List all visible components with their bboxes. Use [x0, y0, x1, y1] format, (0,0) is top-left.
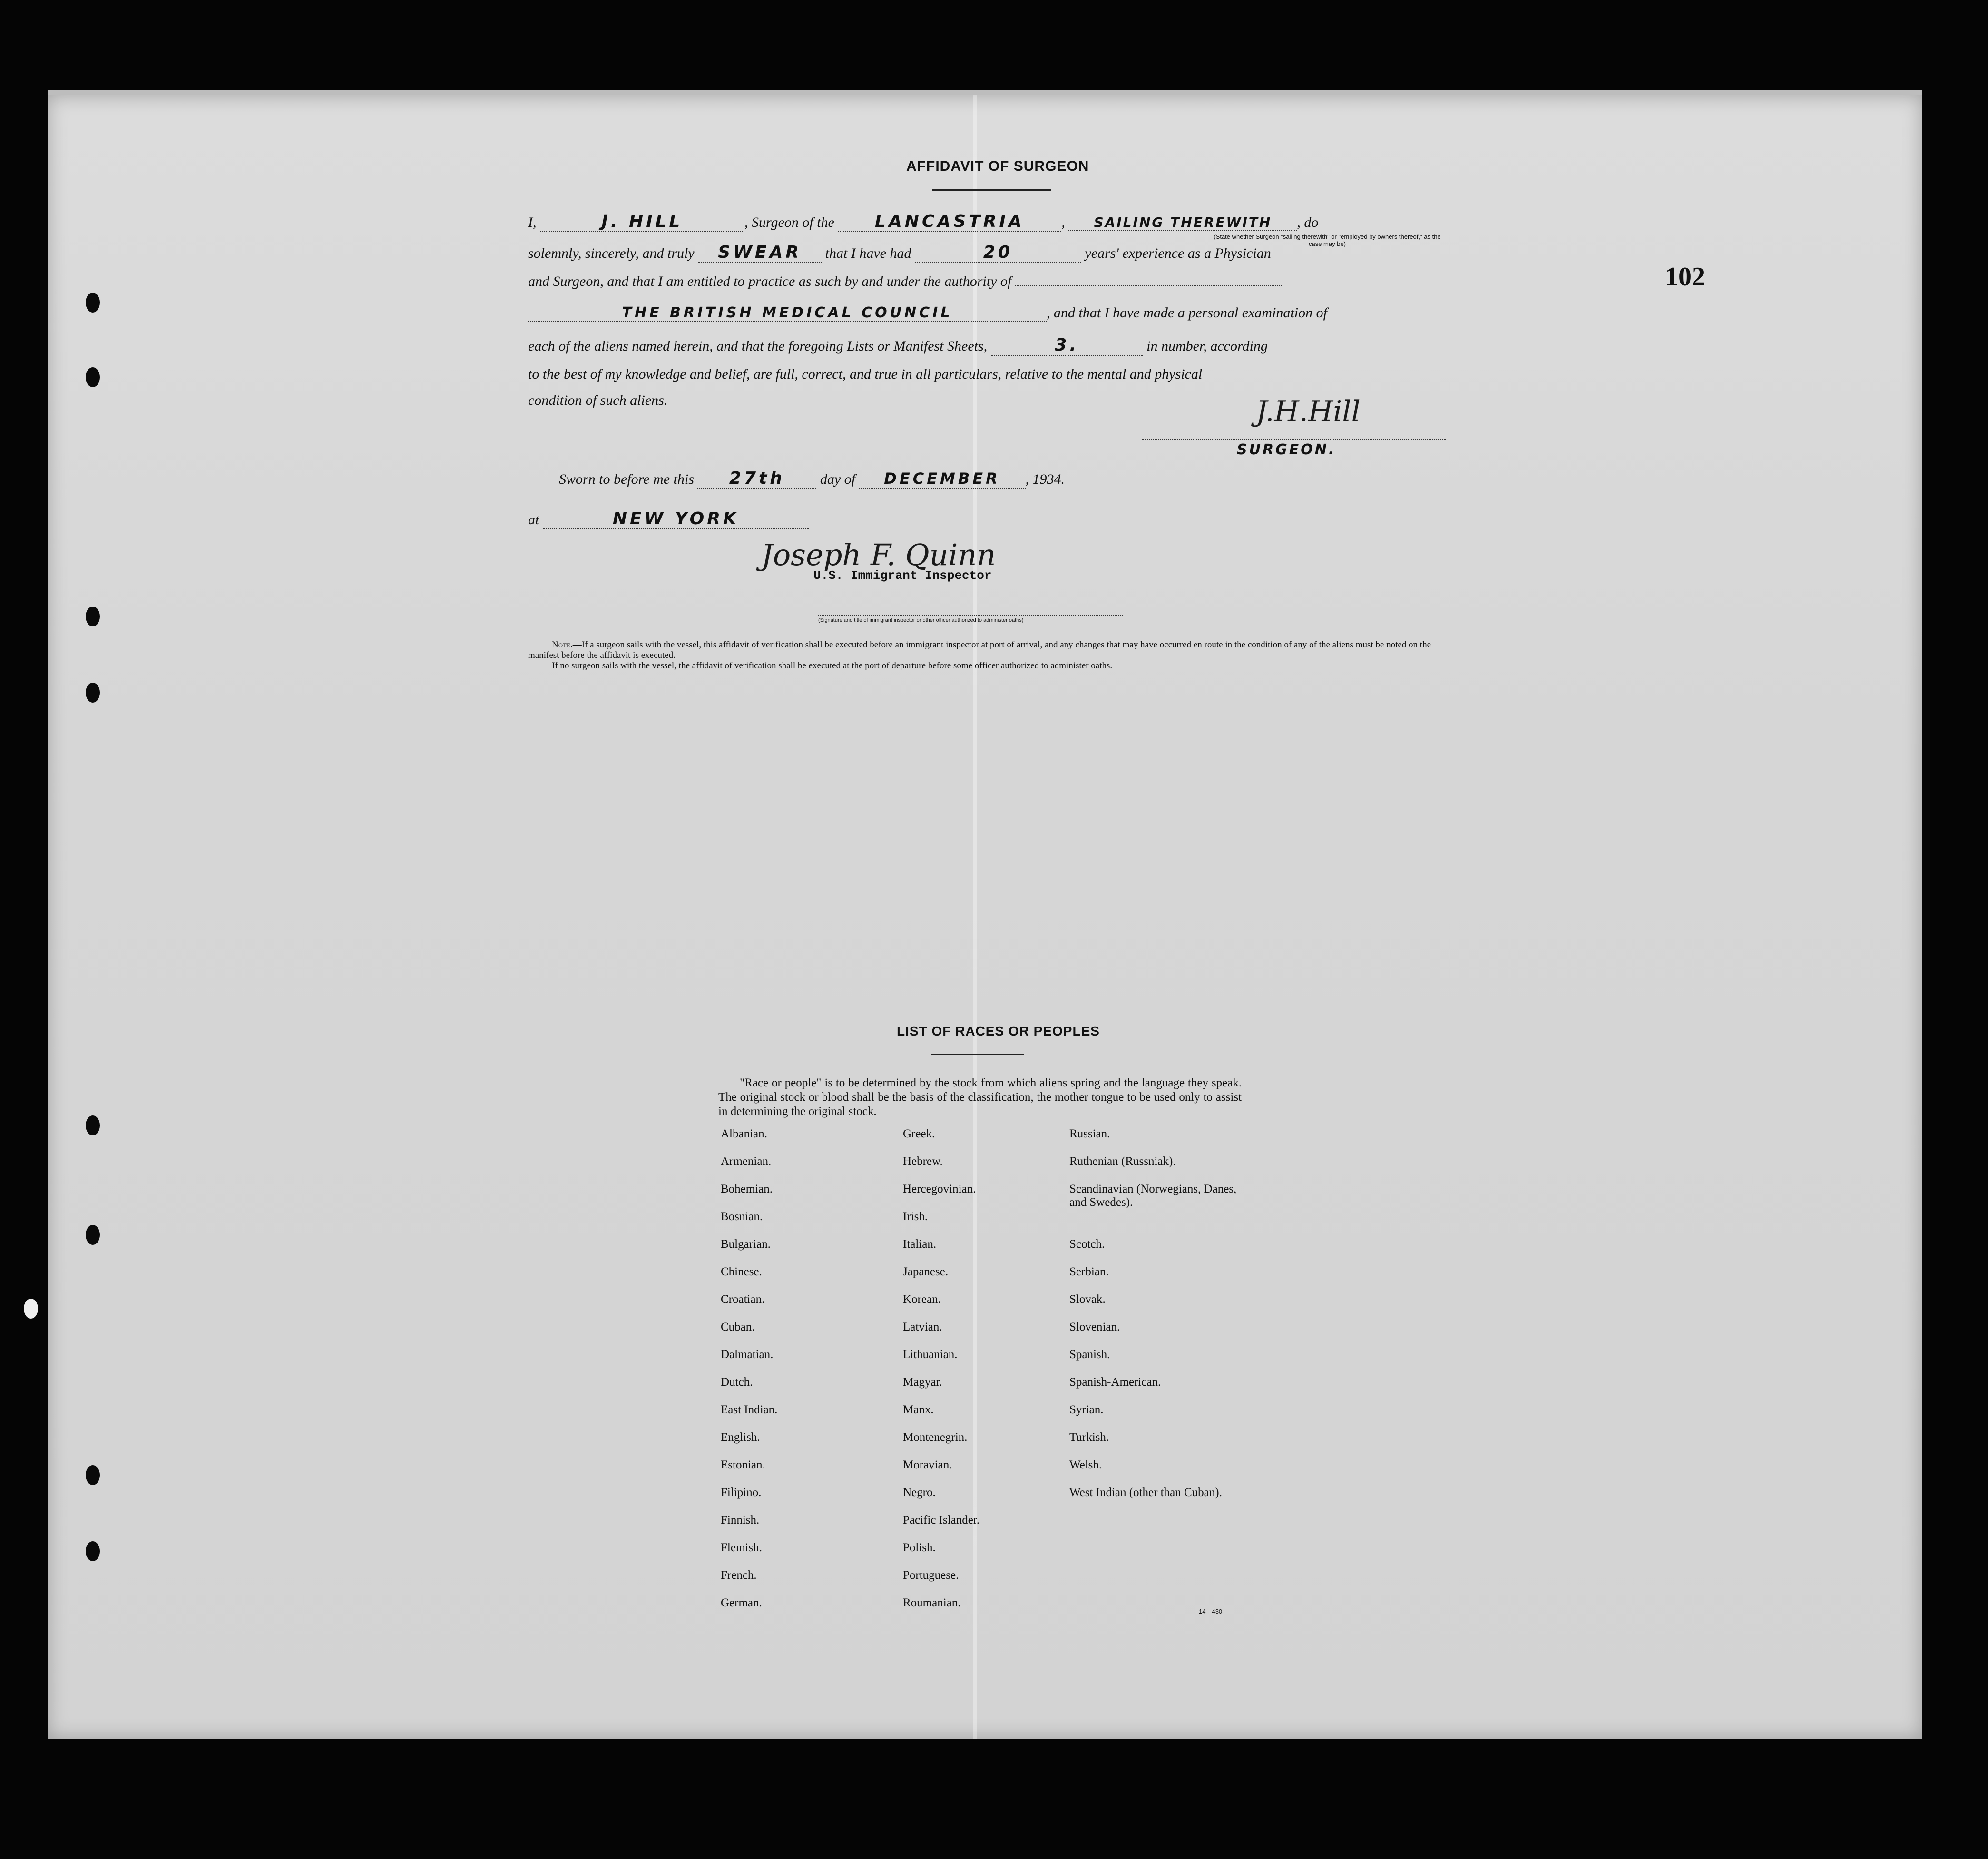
note-label: Note.: [552, 640, 573, 650]
page-number: 102: [1665, 262, 1705, 292]
text: years' experience as a Physician: [1085, 245, 1271, 261]
race-item: Manx.: [903, 1403, 934, 1416]
race-item: Welsh.: [1069, 1458, 1102, 1471]
month-field: DECEMBER: [859, 470, 1026, 489]
race-item: Dutch.: [721, 1376, 753, 1389]
race-item: Bosnian.: [721, 1210, 763, 1223]
races-intro: "Race or people" is to be determined by the stock from which aliens spring and the language they speak. The original stock or blood shall be the basis of the classification, the mother tongue to be used only to assist in determining the original stock.: [718, 1076, 1242, 1118]
races-column-2: [903, 1127, 979, 1624]
inspector-signature: Joseph F. Quinn: [761, 538, 996, 572]
note-paragraph-2: If no surgeon sails with the vessel, the affidavit of verification shall be executed at the port of departure before some officer authorized to administer oaths.: [552, 661, 1113, 671]
race-item: French.: [721, 1569, 757, 1582]
surgeon-status-field: SAILING THEREWITH: [1068, 215, 1297, 231]
text: day of: [820, 471, 856, 487]
place-field: NEW YORK: [543, 509, 809, 529]
races-column-1: [721, 1127, 777, 1624]
race-item: Bulgarian.: [721, 1238, 771, 1251]
day-field: 27th: [697, 469, 816, 489]
text: at: [528, 512, 539, 528]
race-item: East Indian.: [721, 1403, 778, 1416]
text: and Surgeon, and that I am entitled to practice as such by and under the authority of: [528, 274, 1012, 289]
race-item: Japanese.: [903, 1265, 949, 1278]
race-item: Filipino.: [721, 1486, 762, 1499]
race-item: Magyar.: [903, 1376, 942, 1389]
binder-hole: [86, 607, 100, 626]
status-note: (State whether Surgeon "sailing therewith" or "employed by owners thereof," as the case may be): [1214, 233, 1441, 247]
binder-hole: [86, 367, 100, 387]
surgeon-name-field: J. HILL: [540, 212, 744, 232]
race-item: Greek.: [903, 1127, 935, 1140]
races-column-3: [1069, 1127, 1250, 1514]
race-item: Irish.: [903, 1210, 928, 1223]
binder-hole: [24, 1299, 38, 1319]
race-item: German.: [721, 1596, 762, 1609]
race-item: Slovak.: [1069, 1293, 1106, 1306]
place-line: [528, 509, 809, 529]
binder-hole: [86, 1541, 100, 1561]
race-item: Portuguese.: [903, 1569, 959, 1582]
race-item: Lithuanian.: [903, 1348, 958, 1361]
text: I,: [528, 215, 537, 230]
note-paragraph-1: [528, 640, 1446, 661]
text: solemnly, sincerely, and truly: [528, 245, 695, 261]
race-item: West Indian (other than Cuban).: [1069, 1486, 1222, 1499]
race-item: Serbian.: [1069, 1265, 1109, 1278]
affidavit-line-7: condition of such aliens.: [528, 392, 668, 408]
affidavit-line-1: I, J. HILL , Surgeon of the LANCASTRIA , SAILING THEREWITH , do: [528, 212, 1319, 231]
text: that I have had: [825, 245, 911, 261]
inspector-signature-line: [818, 615, 1123, 616]
race-item: Montenegrin.: [903, 1431, 968, 1444]
race-item: Dalmatian.: [721, 1348, 774, 1361]
race-item: Scotch.: [1069, 1238, 1105, 1251]
race-item: Spanish-American.: [1069, 1376, 1161, 1389]
blank-line: [1015, 285, 1282, 286]
form-number: 14—430: [1199, 1608, 1223, 1615]
race-item: Croatian.: [721, 1293, 765, 1306]
race-item: Korean.: [903, 1293, 941, 1306]
race-item: Negro.: [903, 1486, 936, 1499]
race-item: Chinese.: [721, 1265, 762, 1278]
races-title: LIST OF RACES OR PEOPLES: [897, 1024, 1100, 1038]
binder-hole: [86, 1225, 100, 1245]
race-item: Syrian.: [1069, 1403, 1104, 1416]
race-item: Estonian.: [721, 1458, 765, 1471]
race-item: Armenian.: [721, 1155, 772, 1168]
race-item: Spanish.: [1069, 1348, 1110, 1361]
inspector-title-stamp: U.S. Immigrant Inspector: [813, 568, 992, 583]
race-item: Hebrew.: [903, 1155, 943, 1168]
binder-hole: [86, 1465, 100, 1485]
race-item: Ruthenian (Russniak).: [1069, 1155, 1176, 1168]
affidavit-line-3: [528, 274, 1282, 290]
races-title-rule: [931, 1054, 1024, 1055]
race-item: Cuban.: [721, 1321, 755, 1333]
affidavit-line-6: to the best of my knowledge and belief, are full, correct, and true in all particulars, relative to the mental and physical: [528, 366, 1203, 382]
race-item: Turkish.: [1069, 1431, 1109, 1444]
affidavit-line-2: [528, 243, 1271, 263]
title-rule: [932, 189, 1051, 191]
note-text: —If a surgeon sails with the vessel, this affidavit of verification shall be executed before an immigrant inspector at port of arrival, and any changes that may have occurred en route in the condition of any of the aliens must be noted on the manifest before the affidavit is executed.: [528, 640, 1431, 660]
race-item: Flemish.: [721, 1541, 762, 1554]
vessel-field: LANCASTRIA: [838, 212, 1061, 232]
affidavit-line-4: [528, 304, 1327, 322]
authority-field: THE BRITISH MEDICAL COUNCIL: [528, 304, 1047, 322]
race-item: [1069, 1210, 1250, 1238]
race-item: Finnish.: [721, 1514, 760, 1526]
race-item: Pacific Islander.: [903, 1514, 980, 1526]
surgeon-signature: J.H.Hill: [1256, 395, 1361, 428]
text: each of the aliens named herein, and that the foregoing Lists or Manifest Sheets,: [528, 338, 988, 354]
race-item: English.: [721, 1431, 760, 1444]
affidavit-title: AFFIDAVIT OF SURGEON: [906, 158, 1089, 174]
race-item: Polish.: [903, 1541, 936, 1554]
signature-caption: (Signature and title of immigrant inspector or other officer authorized to administer oaths): [818, 617, 1024, 623]
text: Sworn to before me this: [559, 471, 694, 487]
text: , do: [1297, 215, 1319, 230]
race-item: Russian.: [1069, 1127, 1110, 1140]
race-item: Scandinavian (Norwegians, Danes, and Swedes).: [1069, 1183, 1237, 1209]
text: in number, according: [1146, 338, 1268, 354]
race-item: Roumanian.: [903, 1596, 961, 1609]
text: , Surgeon of the: [744, 215, 834, 230]
race-item: Latvian.: [903, 1321, 942, 1333]
binder-hole: [86, 293, 100, 313]
year: , 1934.: [1025, 471, 1065, 487]
race-item: Bohemian.: [721, 1183, 773, 1195]
affidavit-note: [528, 640, 1446, 671]
race-item: Slovenian.: [1069, 1321, 1120, 1333]
surgeon-signature-line: [1142, 439, 1446, 440]
sheets-count-field: 3.: [991, 335, 1143, 356]
race-item: Albanian.: [721, 1127, 767, 1140]
binder-hole: [86, 1115, 100, 1135]
text: , and that I have made a personal examination of: [1047, 305, 1327, 321]
race-item: Moravian.: [903, 1458, 952, 1471]
oath-field: SWEAR: [698, 243, 822, 263]
affidavit-line-5: [528, 335, 1268, 356]
years-field: 20: [915, 243, 1081, 263]
race-item: Italian.: [903, 1238, 937, 1251]
surgeon-label: SURGEON.: [1237, 441, 1336, 458]
race-item: Hercegovinian.: [903, 1183, 976, 1195]
sworn-line: [559, 469, 1065, 489]
binder-hole: [86, 683, 100, 703]
